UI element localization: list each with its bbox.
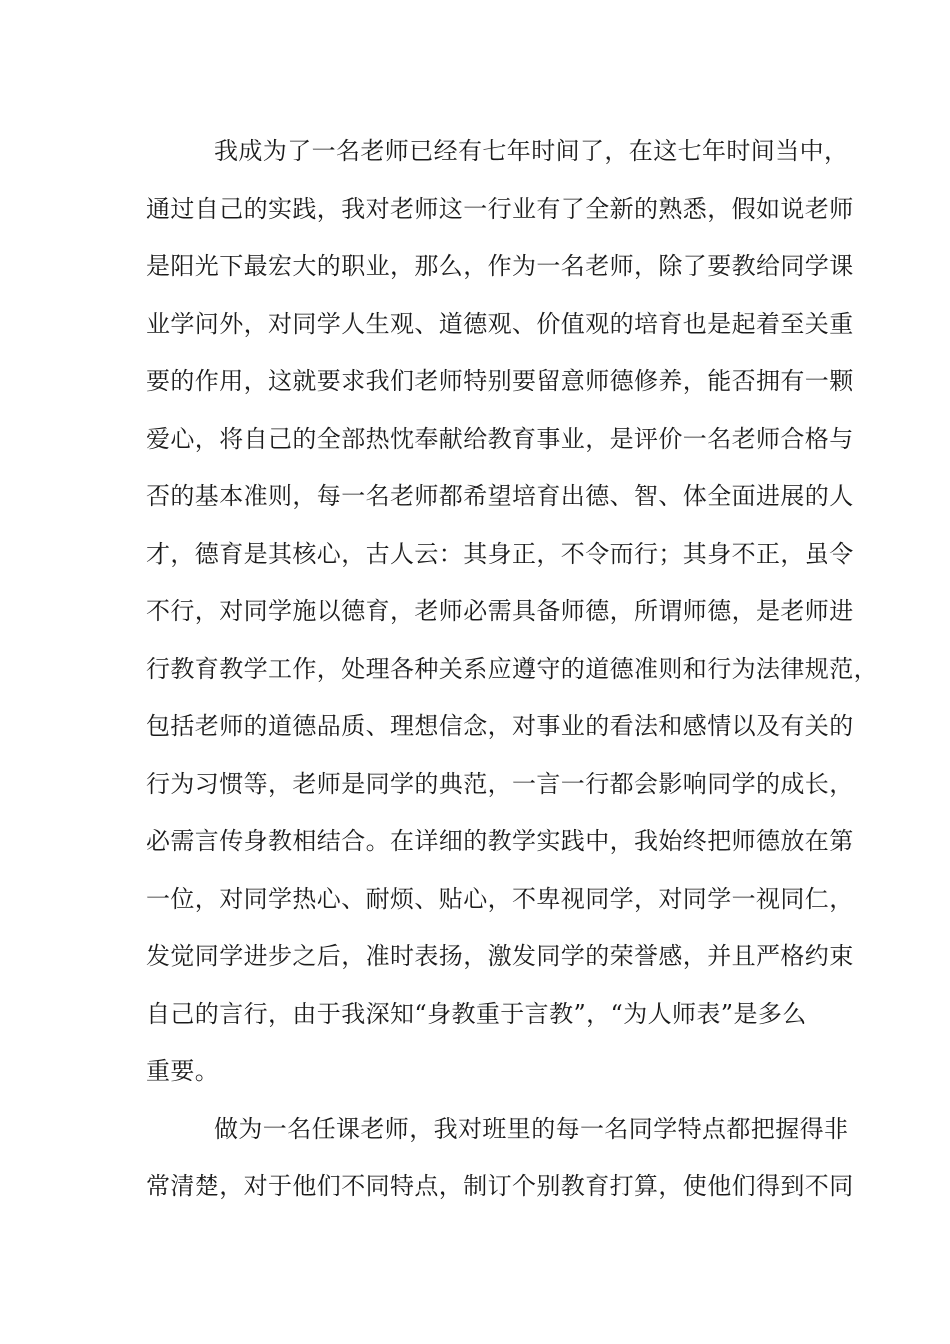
paragraph-1: [146, 134, 878, 1112]
text-line: 自己的言行，由于我深知“身教重于言教”，“为人师表”是多么: [146, 999, 807, 1028]
text-line: 做为一名任课老师，我对班里的每一名同学特点都把握得非: [214, 1114, 849, 1143]
text-line: 否的基本准则，每一名老师都希望培育出德、智、体全面进展的人: [146, 482, 854, 510]
text-line: 重要。: [146, 1057, 220, 1085]
text-line: 是阳光下最宏大的职业，那么，作为一名老师，除了要教给同学课: [146, 252, 854, 280]
text-line: 一位，对同学热心、耐烦、贴心，不卑视同学，对同学一视同仁，: [146, 884, 854, 913]
text-line: 我成为了一名老师已经有七年时间了，在这七年时间当中，: [214, 137, 849, 165]
text-line: 爱心，将自己的全部热忱奉献给教育事业，是评价一名老师合格与: [146, 424, 854, 453]
text-line: 才，德育是其核心，古人云：其身正，不令而行；其身不正，虽令: [146, 539, 854, 568]
text-line: 行为习惯等，老师是同学的典范，一言一行都会影响同学的成长，: [146, 769, 854, 798]
text-line: 不行，对同学施以德育，老师必需具备师德，所谓师德，是老师进: [146, 597, 854, 625]
text-line: 业学问外，对同学人生观、道德观、价值观的培育也是起着至关重: [146, 309, 854, 338]
body-text: [146, 134, 878, 1227]
text-line: 包括老师的道德品质、理想信念，对事业的看法和感情以及有关的: [146, 712, 854, 740]
text-line: 要的作用，这就要求我们老师特别要留意师德修养，能否拥有一颗: [146, 367, 854, 395]
paragraph-2: [146, 1112, 854, 1227]
text-line: 常清楚，对于他们不同特点，制订个别教育打算，使他们得到不同: [146, 1172, 854, 1200]
text-line: 通过自己的实践，我对老师这一行业有了全新的熟悉，假如说老师: [146, 194, 854, 223]
text-line: 必需言传身教相结合。在详细的教学实践中，我始终把师德放在第: [146, 827, 854, 855]
text-line: 行教育教学工作，处理各种关系应遵守的道德准则和行为法律规范，: [146, 654, 878, 683]
text-line: 发觉同学进步之后，准时表扬，激发同学的荣誉感，并且严格约束: [146, 942, 854, 970]
